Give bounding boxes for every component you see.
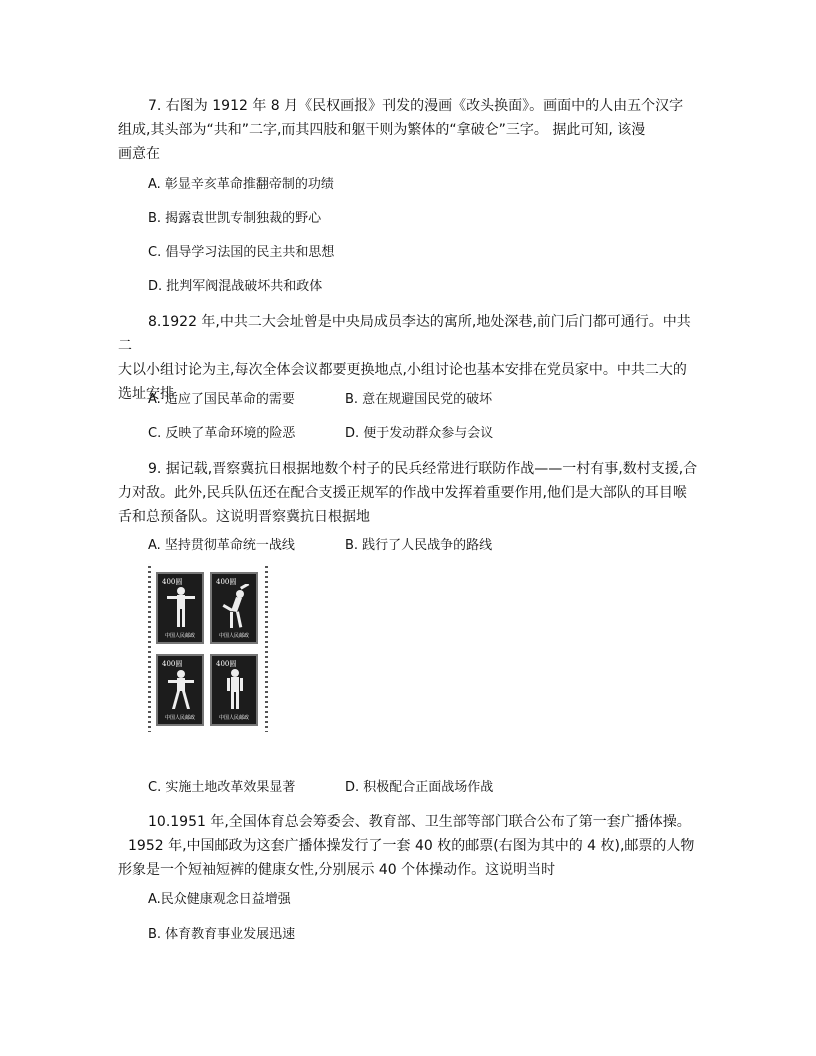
q7-line-3: 画意在 xyxy=(118,146,160,162)
stamp-4 xyxy=(210,654,258,726)
q7-option-a[interactable]: A. 彰显辛亥革命推翻帝制的功绩 xyxy=(148,177,334,192)
q9-option-a[interactable]: A. 坚持贯彻革命统一战线 xyxy=(148,538,295,553)
stamp-1-value: 400圆 xyxy=(162,578,183,586)
stamp-4-country: 中国人民邮政 xyxy=(218,715,249,721)
q8-line-1: 8.1922 年,中共二大会址曾是中央局成员李达的寓所,地处深巷,前门后门都可通行。中共二 xyxy=(118,314,691,354)
q8-option-d[interactable]: D. 便于发动群众参与会议 xyxy=(345,426,494,441)
question-9-stem xyxy=(118,457,698,529)
q10-line-2: 1952 年,中国邮政为这套广播体操发行了一套 40 枚的邮票(右图为其中的 4 枚),邮票的人物 xyxy=(128,838,695,854)
gymnast-arms-out-icon xyxy=(166,584,196,632)
q10-option-b[interactable]: B. 体育教育事业发展迅速 xyxy=(148,927,296,942)
q8-line-2: 大以小组讨论为主,每次全体会议都要更换地点,小组讨论也基本安排在党员家中。中共二大的 xyxy=(118,362,687,378)
stamp-1-country: 中国人民邮政 xyxy=(164,633,195,639)
gymnast-bending-icon xyxy=(220,584,250,632)
q10-option-a[interactable]: A.民众健康观念日益增强 xyxy=(148,892,291,907)
q7-option-d[interactable]: D. 批判军阀混战破坏共和政体 xyxy=(148,279,323,294)
q7-line-1: 7. 右图为 1912 年 8 月《民权画报》刊发的漫画《改头换面》。画面中的人由五个汉字 xyxy=(148,98,684,114)
q7-option-b[interactable]: B. 揭露袁世凯专制独裁的野心 xyxy=(148,211,322,226)
q9-line-1: 9. 据记载,晋察冀抗日根据地数个村子的民兵经常进行联防作战——一村有事,数村支援,合 xyxy=(148,461,698,477)
stamp-perforation-right xyxy=(265,566,268,732)
stamp-2-value: 400圆 xyxy=(216,578,237,586)
q8-option-a[interactable]: A. 适应了国民革命的需要 xyxy=(148,392,295,407)
stamp-4-value: 400圆 xyxy=(216,660,237,668)
question-7-stem xyxy=(118,94,698,166)
q10-line-1: 10.1951 年,全国体育总会筹委会、教育部、卫生部等部门联合公布了第一套广播体操。 xyxy=(148,814,691,830)
q9-line-2: 力对敌。此外,民兵队伍还在配合支援正规军的作战中发挥着重要作用,他们是大部队的耳目喉 xyxy=(118,485,687,501)
q8-line-3: 选址安排 xyxy=(118,386,174,402)
q8-option-c[interactable]: C. 反映了革命环境的险恶 xyxy=(148,426,296,441)
q8-option-b[interactable]: B. 意在规避国民党的破坏 xyxy=(345,392,493,407)
q7-option-c[interactable]: C. 倡导学习法国的民主共和思想 xyxy=(148,245,335,260)
stamp-perforation-left xyxy=(148,566,151,732)
question-10-stem xyxy=(118,810,698,882)
gymnast-standing-icon xyxy=(220,666,250,714)
q9-line-3: 舌和总预备队。这说明晋察冀抗日根据地 xyxy=(118,509,370,525)
q7-line-2: 组成,其头部为“共和”二字,而其四肢和躯干则为繁体的“拿破仑”三字。 据此可知, 该漫 xyxy=(118,122,646,138)
q9-option-d[interactable]: D. 积极配合正面战场作战 xyxy=(345,780,494,795)
stamp-3 xyxy=(156,654,204,726)
q9-option-c[interactable]: C. 实施土地改革效果显著 xyxy=(148,780,296,795)
gymnast-squat-icon xyxy=(166,666,196,714)
stamp-2-country: 中国人民邮政 xyxy=(218,633,249,639)
stamps-image xyxy=(148,566,268,732)
q9-option-b[interactable]: B. 践行了人民战争的路线 xyxy=(345,538,493,553)
stamp-3-value: 400圆 xyxy=(162,660,183,668)
stamp-2 xyxy=(210,572,258,644)
q10-line-3: 形象是一个短袖短裤的健康女性,分别展示 40 个体操动作。这说明当时 xyxy=(118,862,556,878)
stamp-3-country: 中国人民邮政 xyxy=(164,715,195,721)
stamp-1 xyxy=(156,572,204,644)
